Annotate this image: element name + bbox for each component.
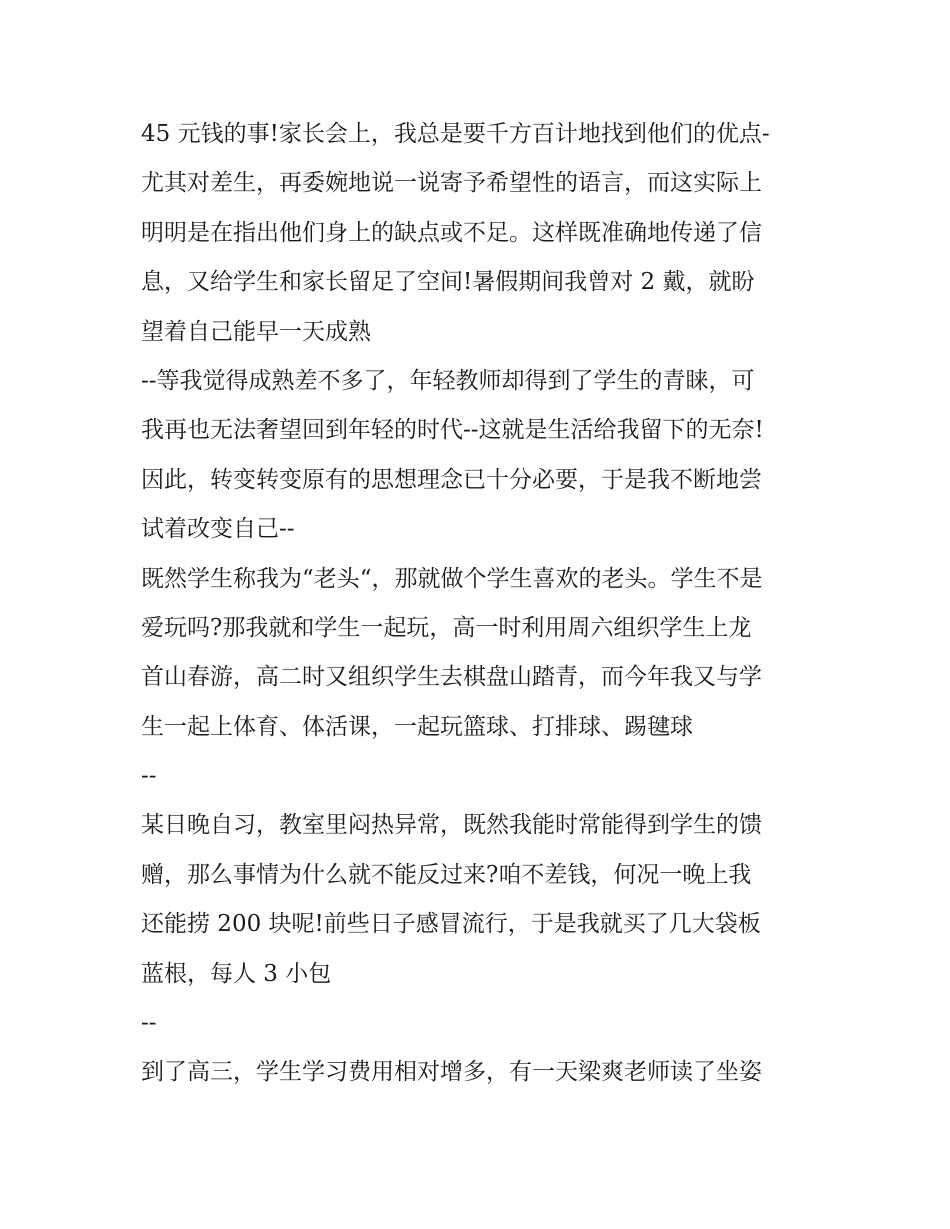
- text-line: --等我觉得成熟差不多了，年轻教师却得到了学生的青睐，可: [141, 367, 755, 394]
- text-line: 息，又给学生和家长留足了空间!暑假期间我曾对 2 戴，就盼: [141, 269, 755, 296]
- document-body: [141, 110, 821, 1098]
- text-line: 首山春游，高二时又组织学生去棋盘山踏青，而今年我又与学: [141, 664, 762, 691]
- text-line: 尤其对差生，再委婉地说一说寄予希望性的语言，而这实际上: [141, 170, 762, 197]
- text-line: 赠，那么事情为什么就不能反过来?咱不差钱，何况一晚上我: [141, 861, 752, 888]
- text-line: 到了高三，学生学习费用相对增多，有一天梁爽老师读了坐姿: [141, 1059, 762, 1086]
- text-line: 既然学生称我为“老头“，那就做个学生喜欢的老头。学生不是: [141, 565, 763, 592]
- text-line: 我再也无法奢望回到年轻的时代--这就是生活给我留下的无奈!: [141, 417, 764, 444]
- text-line: 蓝根，每人 3 小包: [141, 960, 332, 987]
- text-line: 望着自己能早一天成熟: [141, 318, 371, 345]
- text-line: --: [141, 1010, 157, 1037]
- text-line: 试着改变自己--: [141, 516, 295, 543]
- text-line: 45 元钱的事!家长会上，我总是要千方百计地找到他们的优点-: [141, 121, 770, 147]
- text-line: 某日晚自习，教室里闷热异常，既然我能时常能得到学生的馈: [141, 812, 762, 839]
- text-line: 还能捞 200 块呢!前些日子感冒流行，于是我就买了几大袋板: [141, 911, 761, 938]
- text-line: 生一起上体育、体活课，一起玩篮球、打排球、踢毽球: [141, 713, 693, 740]
- text-line: 明明是在指出他们身上的缺点或不足。这样既准确地传递了信: [141, 219, 762, 246]
- text-line: --: [141, 763, 157, 790]
- text-line: 因此，转变转变原有的思想理念已十分必要，于是我不断地尝: [141, 466, 762, 493]
- text-line: 爱玩吗?那我就和学生一起玩，高一时利用周六组织学生上龙: [141, 614, 752, 641]
